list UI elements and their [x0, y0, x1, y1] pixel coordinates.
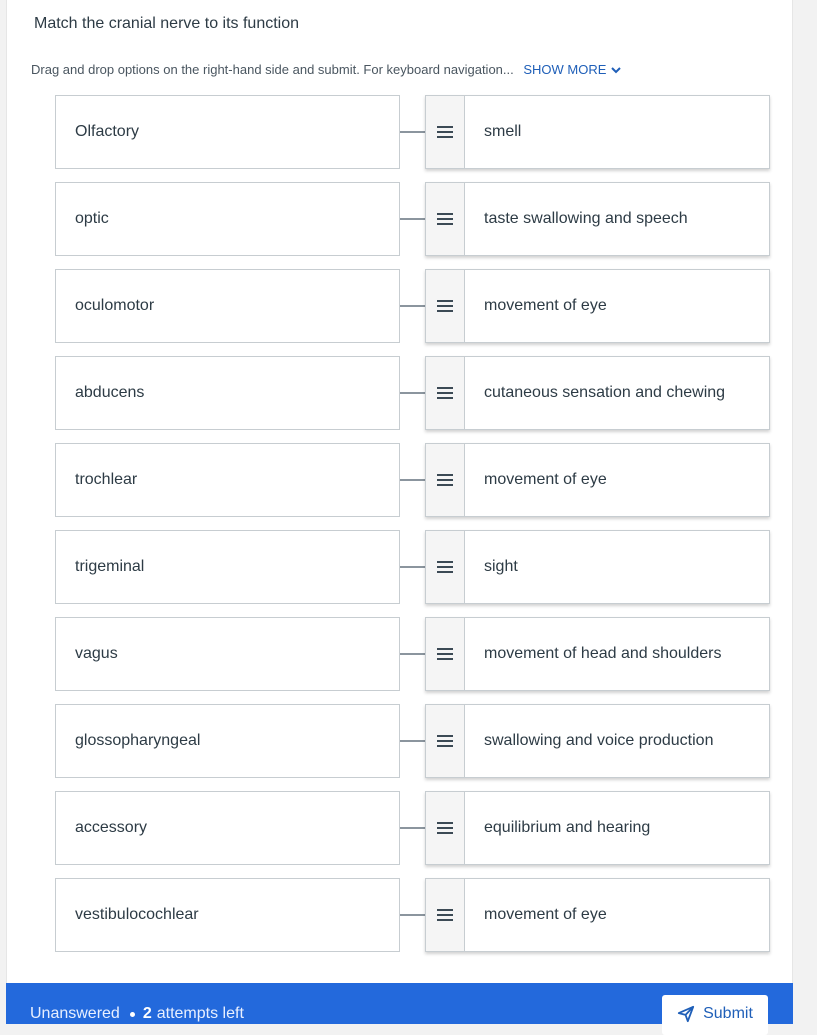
match-pair-row — [55, 878, 770, 953]
connector-line — [400, 827, 425, 829]
drag-handle-icon — [436, 821, 454, 835]
match-pair-row — [55, 95, 770, 170]
answer-draggable[interactable] — [425, 791, 770, 865]
match-pair-row — [55, 443, 770, 518]
connector-line — [400, 218, 425, 220]
term-label: abducens — [75, 384, 145, 401]
drag-handle[interactable] — [426, 705, 465, 777]
answer-status: Unanswered — [30, 1005, 120, 1022]
attempts-count: 2 — [142, 1005, 152, 1022]
term-box — [55, 443, 400, 517]
drag-handle[interactable] — [426, 879, 465, 951]
answer-label: swallowing and voice production — [484, 732, 714, 749]
drag-handle-icon — [436, 647, 454, 661]
answer-draggable[interactable] — [425, 269, 770, 343]
match-pair-row — [55, 791, 770, 866]
send-icon — [677, 1005, 695, 1023]
term-label: optic — [75, 210, 109, 227]
drag-handle-icon — [436, 125, 454, 139]
connector-line — [400, 305, 425, 307]
drag-handle[interactable] — [426, 618, 465, 690]
match-pairs-list — [55, 95, 770, 965]
answer-draggable[interactable] — [425, 443, 770, 517]
connector-line — [400, 653, 425, 655]
show-more-button[interactable] — [523, 62, 622, 77]
term-box — [55, 356, 400, 430]
status-bar — [30, 1005, 244, 1023]
term-label: accessory — [75, 819, 148, 836]
match-pair-row — [55, 530, 770, 605]
term-label: vagus — [75, 645, 118, 662]
drag-handle[interactable] — [426, 357, 465, 429]
connector-line — [400, 566, 425, 568]
term-label: trochlear — [75, 471, 138, 488]
term-box — [55, 704, 400, 778]
term-box — [55, 182, 400, 256]
answer-label: movement of eye — [484, 906, 607, 923]
term-label: vestibulocochlear — [75, 906, 199, 923]
term-label: Olfactory — [75, 123, 140, 140]
term-label: glossopharyngeal — [75, 732, 201, 749]
answer-label: taste swallowing and speech — [484, 210, 688, 227]
term-box — [55, 791, 400, 865]
answer-label: smell — [484, 123, 522, 140]
drag-handle[interactable] — [426, 531, 465, 603]
drag-handle-icon — [436, 734, 454, 748]
match-pair-row — [55, 356, 770, 431]
drag-handle-icon — [436, 299, 454, 313]
match-pair-row — [55, 269, 770, 344]
term-label: oculomotor — [75, 297, 155, 314]
separator-dot — [130, 1012, 135, 1017]
drag-handle[interactable] — [426, 792, 465, 864]
match-pair-row — [55, 617, 770, 692]
drag-handle-icon — [436, 908, 454, 922]
term-box — [55, 269, 400, 343]
connector-line — [400, 914, 425, 916]
show-more-label: SHOW MORE — [523, 62, 607, 77]
answer-label: movement of eye — [484, 297, 607, 314]
chevron-down-icon — [610, 64, 622, 76]
connector-line — [400, 131, 425, 133]
drag-handle-icon — [436, 212, 454, 226]
connector-line — [400, 392, 425, 394]
answer-label: movement of eye — [484, 471, 607, 488]
attempts-label: attempts left — [156, 1005, 244, 1022]
connector-line — [400, 740, 425, 742]
connector-line — [400, 479, 425, 481]
submit-button[interactable] — [662, 995, 768, 1035]
term-box — [55, 878, 400, 952]
term-box — [55, 617, 400, 691]
term-box — [55, 95, 400, 169]
answer-draggable[interactable] — [425, 530, 770, 604]
question-footer — [6, 983, 793, 1024]
match-pair-row — [55, 182, 770, 257]
drag-handle-icon — [436, 560, 454, 574]
drag-handle[interactable] — [426, 96, 465, 168]
question-card — [6, 0, 793, 1024]
instructions-text: Drag and drop options on the right-hand side and submit. For keyboard navigation... — [31, 62, 514, 77]
drag-handle-icon — [436, 386, 454, 400]
answer-draggable[interactable] — [425, 617, 770, 691]
answer-label: equilibrium and hearing — [484, 819, 651, 836]
question-title: Match the cranial nerve to its function — [34, 15, 300, 32]
answer-draggable[interactable] — [425, 356, 770, 430]
submit-label: Submit — [703, 1005, 753, 1022]
drag-handle-icon — [436, 473, 454, 487]
match-pair-row — [55, 704, 770, 779]
term-box — [55, 530, 400, 604]
answer-draggable[interactable] — [425, 704, 770, 778]
answer-draggable[interactable] — [425, 182, 770, 256]
answer-draggable[interactable] — [425, 95, 770, 169]
drag-handle[interactable] — [426, 183, 465, 255]
answer-draggable[interactable] — [425, 878, 770, 952]
term-label: trigeminal — [75, 558, 145, 575]
answer-label: sight — [484, 558, 518, 575]
instructions — [31, 62, 622, 77]
answer-label: cutaneous sensation and chewing — [484, 384, 726, 401]
drag-handle[interactable] — [426, 444, 465, 516]
drag-handle[interactable] — [426, 270, 465, 342]
answer-label: movement of head and shoulders — [484, 645, 722, 662]
